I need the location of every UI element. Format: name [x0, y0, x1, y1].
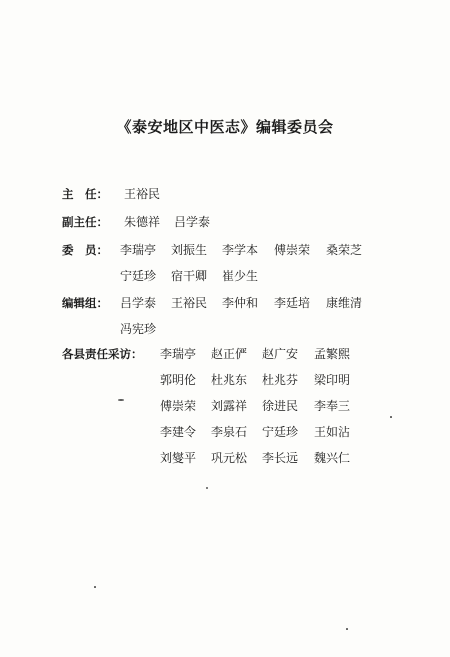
member-name: 宿干卿 — [171, 269, 208, 283]
role-label-editorial-group: 编辑组： — [62, 296, 108, 310]
member-name: 傅崇荣 — [160, 399, 197, 413]
member-name: 李长远 — [262, 451, 299, 465]
member-name: 康维清 — [326, 296, 363, 310]
role-label-county-interviewers: 各县责任采访： — [62, 347, 143, 361]
scan-speck — [206, 487, 208, 489]
member-name: 王裕民 — [124, 187, 161, 201]
scan-speck — [94, 586, 96, 588]
member-name: 孟繁熙 — [314, 347, 351, 361]
member-name: 赵正俨 — [211, 347, 248, 361]
member-name: 徐进民 — [262, 399, 299, 413]
member-name: 李仲和 — [222, 296, 259, 310]
role-label-committee-members: 委 员： — [62, 243, 108, 257]
member-name: 魏兴仁 — [314, 451, 351, 465]
member-name: 刘露祥 — [211, 399, 248, 413]
page-title: 《泰安地区中医志》编辑委员会 — [116, 118, 334, 136]
member-name: 刘振生 — [171, 243, 208, 257]
member-name: 王裕民 — [171, 296, 208, 310]
role-label-director: 主 任： — [62, 187, 108, 201]
member-name: 杜兆东 — [211, 373, 248, 387]
member-name: 王如沾 — [314, 425, 351, 439]
scan-speck — [390, 416, 392, 418]
member-name: 巩元松 — [211, 451, 248, 465]
member-name: 李建令 — [160, 425, 197, 439]
member-name: 赵广安 — [262, 347, 299, 361]
member-name: 宁廷珍 — [120, 269, 157, 283]
member-name: 李瑞亭 — [160, 347, 197, 361]
member-name: 郭明伦 — [160, 373, 197, 387]
member-name: 朱德祥 — [124, 215, 161, 229]
member-name: 李廷培 — [274, 296, 311, 310]
member-name: 梁印明 — [314, 373, 351, 387]
member-name: 吕学泰 — [120, 296, 157, 310]
member-name: 李瑞亭 — [120, 243, 157, 257]
member-name: 刘燮平 — [160, 451, 197, 465]
member-name: 李泉石 — [211, 425, 248, 439]
role-label-deputy-director: 副主任： — [62, 215, 108, 229]
member-name: 崔少生 — [222, 269, 259, 283]
member-name: 宁廷珍 — [262, 425, 299, 439]
member-name: 吕学泰 — [174, 215, 211, 229]
member-name: 冯宪珍 — [120, 322, 157, 336]
member-name: 桑荣芝 — [326, 243, 363, 257]
member-name: 李学本 — [222, 243, 259, 257]
member-name: 李奉三 — [314, 399, 351, 413]
member-name: 傅崇荣 — [274, 243, 311, 257]
scan-speck — [118, 399, 124, 401]
scan-speck — [346, 628, 348, 630]
member-name: 杜兆芬 — [262, 373, 299, 387]
